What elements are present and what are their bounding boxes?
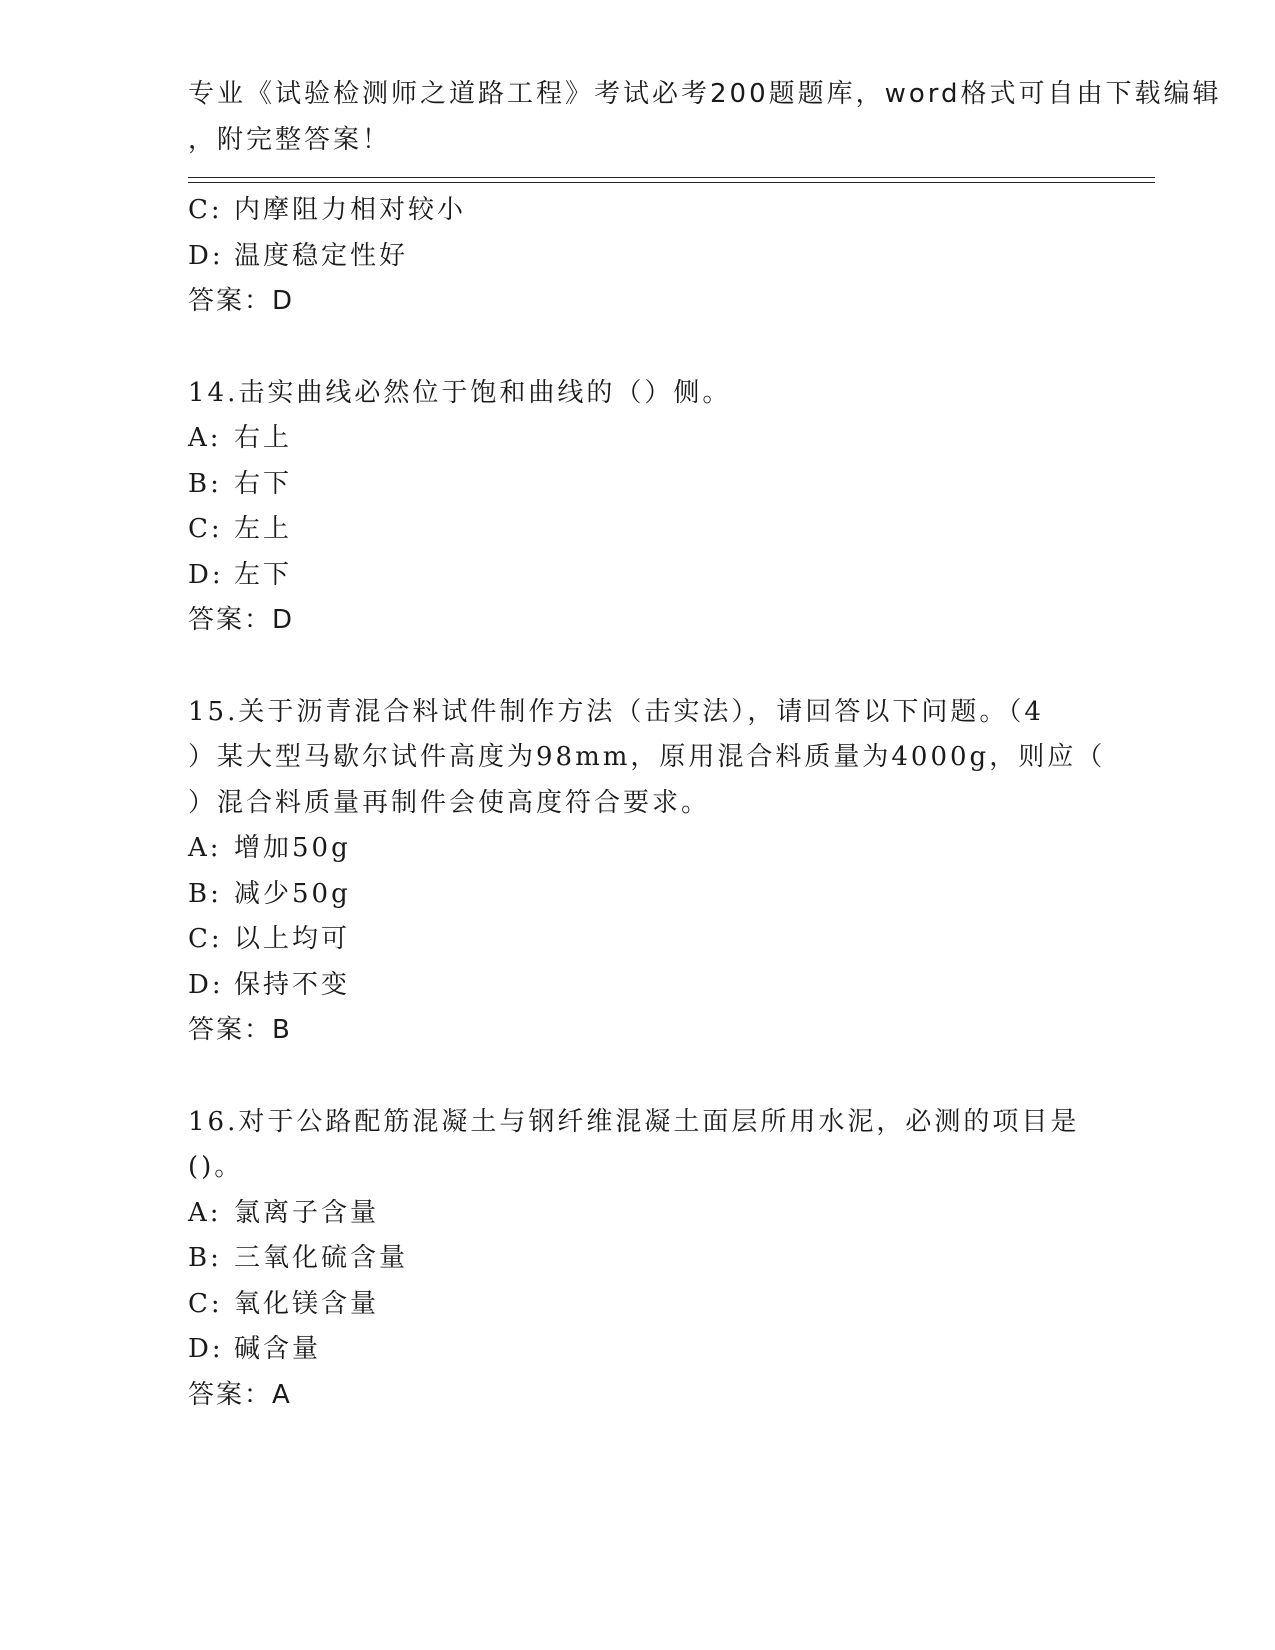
question-stem: ）混合料质量再制件会使高度符合要求。 (188, 787, 711, 818)
option-text: 内摩阻力相对较小 (234, 195, 467, 225)
option-d (188, 1327, 1088, 1373)
spacer (188, 1054, 1088, 1100)
header-divider-top (188, 177, 1155, 178)
question-list (188, 188, 1106, 1418)
question-stem: 16.对于公路配筋混凝土与钢纤维混凝土面层所用水泥，必测的项目是 (188, 1106, 1080, 1137)
option-key: D: (188, 240, 224, 271)
option-key: C: (188, 924, 223, 954)
question-stem: 14.击实曲线必然位于饱和曲线的（）侧。 (188, 377, 732, 408)
option-key: B: (188, 878, 222, 909)
spacer (188, 644, 1088, 690)
option-text: 增加50g (234, 833, 351, 863)
answer-line: 答案：B (188, 1015, 292, 1045)
header-title-line-1: 专业《试验检测师之道路工程》考试必考200题题库，word格式可自由下载编辑 (188, 79, 1222, 109)
question-stem: ）某大型马歇尔试件高度为98mm，原用混合料质量为4000g，则应（ (188, 742, 1106, 772)
option-text: 以上均可 (234, 924, 351, 954)
answer-line: 答案：D (188, 605, 295, 635)
option-key: C: (188, 1288, 223, 1319)
option-text: 碱含量 (234, 1334, 322, 1364)
option-text: 三氧化硫含量 (234, 1243, 409, 1273)
option-c (188, 917, 1088, 963)
option-text: 右下 (234, 468, 293, 499)
option-b (188, 462, 1088, 508)
option-text: 减少50g (234, 878, 351, 909)
option-text: 左下 (234, 559, 293, 590)
option-c (188, 1282, 1088, 1328)
question-stem: 15.关于沥青混合料试件制作方法（击实法），请回答以下问题。（4 (188, 696, 1044, 727)
option-key: C: (188, 514, 223, 544)
option-a (188, 416, 1088, 462)
option-key: D: (188, 1334, 224, 1364)
option-text: 保持不变 (234, 969, 351, 1000)
option-text: 氧化镁含量 (234, 1288, 380, 1319)
option-key: D: (188, 559, 224, 590)
option-text: 右上 (234, 423, 293, 453)
spacer (188, 325, 1088, 371)
option-key: A: (188, 833, 222, 863)
document-header (188, 72, 1222, 163)
option-key: B: (188, 468, 222, 499)
option-d (188, 234, 1088, 280)
option-key: B: (188, 1243, 222, 1273)
option-key: A: (188, 423, 222, 453)
answer-line: 答案：A (188, 1379, 292, 1410)
option-text: 温度稳定性好 (234, 240, 409, 271)
option-key: A: (188, 1197, 222, 1228)
header-divider-bottom (188, 182, 1155, 183)
question-stem: ()。 (188, 1152, 244, 1182)
option-b (188, 1236, 1088, 1282)
option-b (188, 872, 1088, 918)
option-d (188, 553, 1088, 599)
option-text: 氯离子含量 (234, 1197, 380, 1228)
option-text: 左上 (234, 514, 293, 544)
option-key: D: (188, 969, 224, 1000)
option-c (188, 188, 1088, 234)
option-a (188, 1191, 1088, 1237)
option-key: C: (188, 195, 223, 225)
header-title-line-2: ，附完整答案！ (188, 124, 392, 155)
answer-line: 答案：D (188, 286, 295, 316)
option-c (188, 507, 1088, 553)
option-d (188, 963, 1088, 1009)
option-a (188, 826, 1088, 872)
